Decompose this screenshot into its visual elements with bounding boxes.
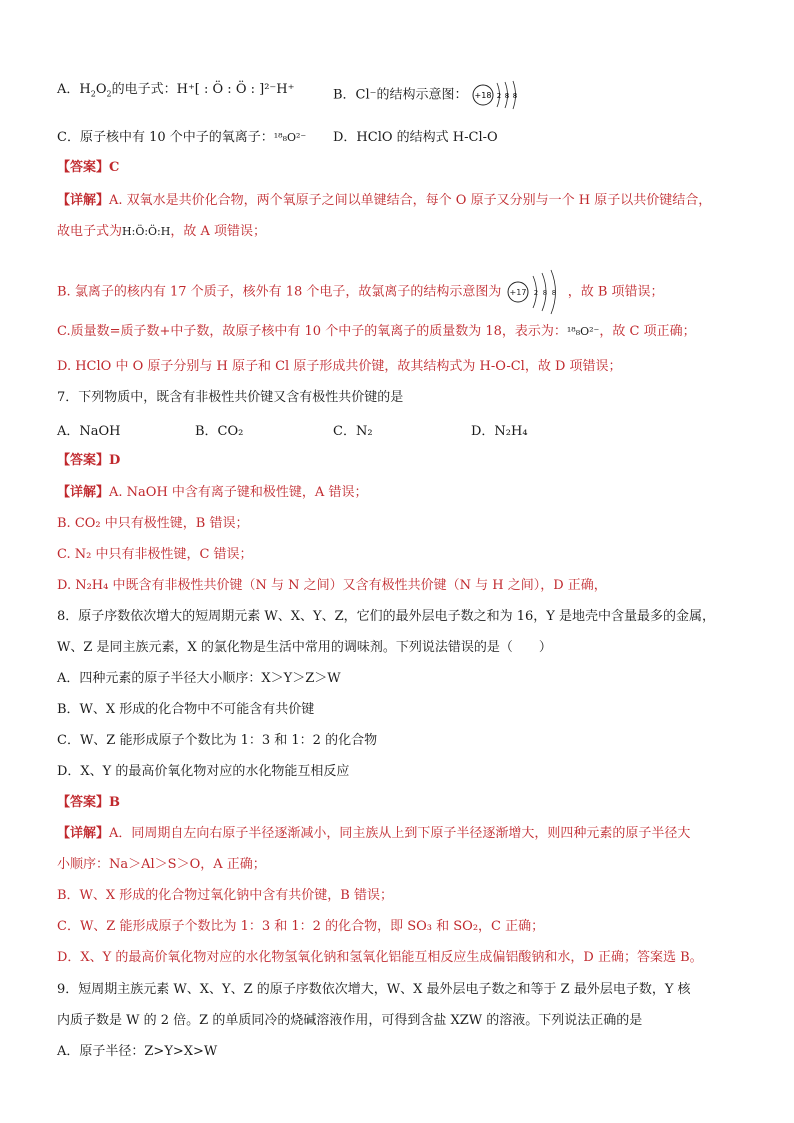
q9-stem-1: 9．短周期主族元素 W、X、Y、Z 的原子序数依次增大，W、X 最外层电子数之和等于 Z 最外层电子数，Y 核: [57, 982, 691, 997]
q7-detail-4: D. N₂H₄ 中既含有非极性共价键（N 与 N 之间）又含有极性共价键（N 与 H 之间），D 正确，: [57, 578, 607, 593]
q8-detail-2: 小顺序：Na＞Al＞S＞O，A 正确；: [57, 857, 266, 872]
q7-option-d: D．N₂H₄: [471, 424, 528, 439]
q8-detail-4: C．W、Z 能形成原子个数比为 1：3 和 1：2 的化合物，即 SO₃ 和 SO₂，C 正确；: [57, 919, 545, 934]
q6-answer: 【答案】C: [57, 160, 120, 175]
q7-detail-1: 【详解】A. NaOH 中含有离子键和极性键，A 错误；: [57, 485, 368, 500]
q8-detail-3: B．W、X 形成的化合物过氧化钠中含有共价键，B 错误；: [57, 888, 393, 903]
shell-3: 8: [512, 92, 517, 100]
q6-option-d: D．HClO 的结构式 H-Cl-O: [333, 130, 498, 145]
detail-shell-3: 8: [551, 289, 556, 297]
detail-shell-1: 2: [533, 289, 538, 297]
q9-stem-2: 内质子数是 W 的 2 倍。Z 的单质同冷的烧碱溶液作用，可得到含盐 XZW 的溶液。下列说法正确的是: [57, 1013, 643, 1028]
q7-option-c: C．N₂: [333, 424, 373, 439]
q6-detail-a2: 故电子式为H:Ö:Ö:H，故 A 项错误；: [57, 224, 267, 239]
q8-option-d: D．X、Y 的最高价氧化物对应的水化物能互相反应: [57, 764, 350, 779]
shell-1: 2: [496, 92, 501, 100]
q6-detail-c: C.质量数=质子数+中子数，故原子核中有 10 个中子的氧离子的质量数为 18，表示为：¹⁸₈O²⁻，故 C 项正确；: [57, 324, 696, 339]
q8-option-c: C．W、Z 能形成原子个数比为 1：3 和 1：2 的化合物: [57, 733, 378, 748]
detail-shell-2: 8: [542, 289, 547, 297]
q7-option-a: A．NaOH: [57, 424, 121, 439]
nucleus-charge: +18: [474, 91, 492, 100]
chloride-structure-diagram: [472, 80, 522, 110]
q9-option-a: A．原子半径：Z>Y>X>W: [57, 1044, 218, 1059]
q8-answer: 【答案】B: [57, 795, 120, 810]
q7-stem: 7．下列物质中，既含有非极性共价键又含有极性共价键的是: [57, 390, 404, 405]
q8-option-a: A．四种元素的原子半径大小顺序：X＞Y＞Z＞W: [57, 671, 341, 686]
q6-option-c: C．原子核中有 10 个中子的氧离子：¹⁸₈O²⁻: [57, 130, 307, 145]
q8-detail-5: D．X、Y 的最高价氧化物对应的水化物氢氧化钠和氢氧化铝能互相反应生成偏铝酸钠和水，D 正确；答案选 B。: [57, 950, 703, 965]
q7-detail-2: B. CO₂ 中只有极性键，B 错误；: [57, 516, 249, 531]
q6-detail-b: B. 氯离子的核内有 17 个质子，核外有 18 个电子，故氯离子的结构示意图为 +17 2 8 8 ，故 B 项错误；: [57, 268, 754, 316]
q8-option-b: B．W、X 形成的化合物中不可能含有共价键: [57, 702, 315, 717]
q6-detail-a1: 【详解】A. 双氧水是共价化合物，两个氧原子之间以单键结合，每个 O 原子又分别与一个 H 原子以共价键结合，: [57, 193, 712, 208]
q8-detail-1: 【详解】A．同周期自左向右原子半径逐渐减小，同主族从上到下原子半径逐渐增大，则四种元素的原子半径大: [57, 826, 691, 841]
q6-option-b: B．Cl⁻的结构示意图： +18 2 8 8: [333, 80, 522, 110]
q6-option-a: A．$H_2O_2$的电子式：H⁺[ : Ö : Ö : ]²⁻H⁺: [57, 82, 295, 99]
q8-stem-2: W、Z 是同主族元素，X 的氯化物是生活中常用的调味剂。下列说法错误的是（ ）: [57, 640, 552, 655]
q6-detail-d: D. HClO 中 O 原子分别与 H 原子和 Cl 原子形成共价键，故其结构式为 H-O-Cl，故 D 项错误；: [57, 359, 622, 374]
shell-2: 8: [504, 92, 509, 100]
q7-answer: 【答案】D: [57, 453, 121, 468]
chloride-structure-diagram-detail: [506, 268, 564, 316]
q7-detail-3: C. N₂ 中只有非极性键，C 错误；: [57, 547, 253, 562]
q7-option-b: B．CO₂: [195, 424, 244, 439]
nucleus-charge-detail: +17: [509, 288, 527, 297]
q8-stem-1: 8．原子序数依次增大的短周期元素 W、X、Y、Z，它们的最外层电子数之和为 16，Y 是地壳中含量最多的金属，: [57, 609, 716, 624]
